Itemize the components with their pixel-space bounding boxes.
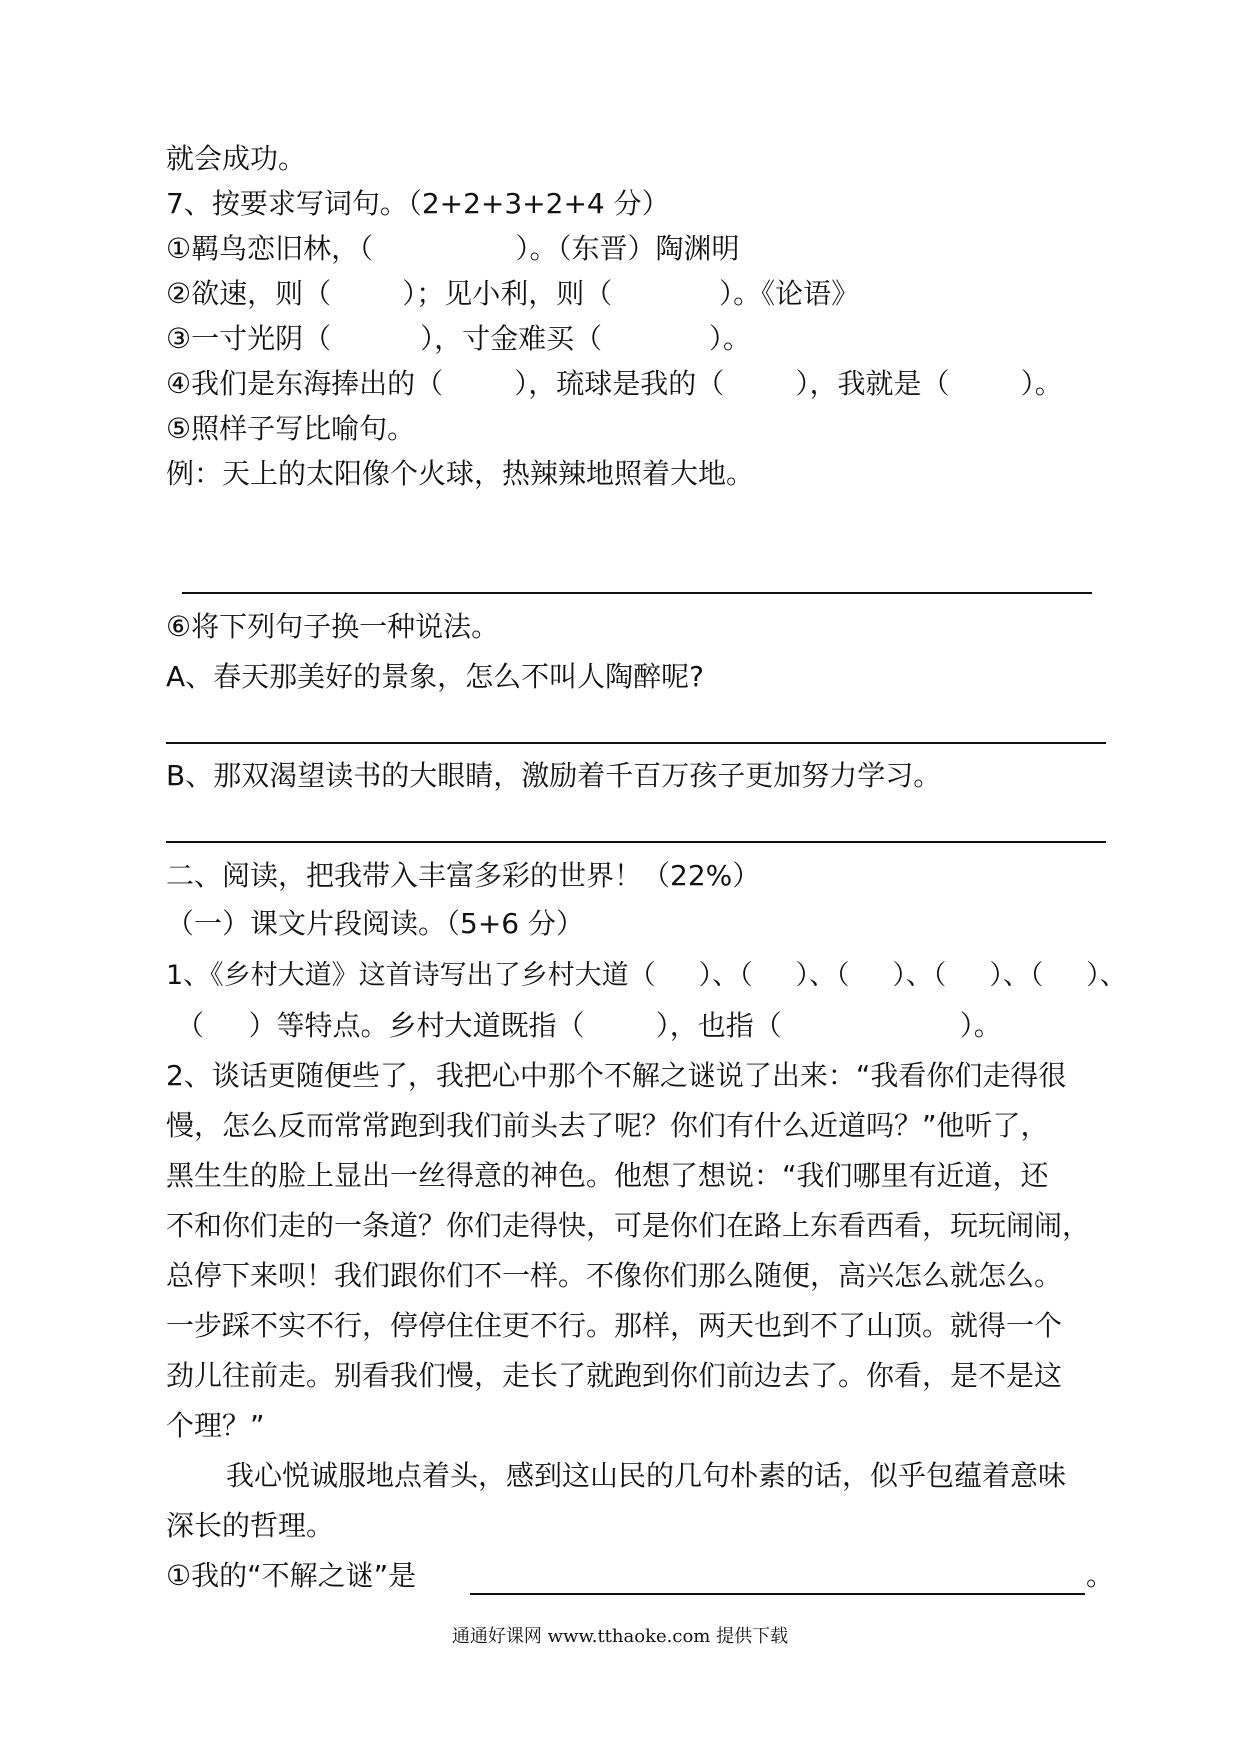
- section-2-heading: 二、阅读，把我带入丰富多彩的世界！（22%）: [166, 859, 761, 892]
- text-line: （ ）等特点。乡村大道既指（ ），也指（ ）。: [176, 1009, 1002, 1042]
- passage-line: 深长的哲理。: [166, 1509, 335, 1542]
- passage-line: 劲儿往前走。别看我们慢，走长了就跑到你们前边去了。你看，是不是这: [166, 1359, 1063, 1392]
- question-7-heading: 7、按要求写词句。（2+2+3+2+4 分）: [166, 187, 670, 220]
- period: 。: [1086, 1559, 1115, 1592]
- passage-line: 一步踩不实不行，停停住住更不行。那样，两天也到不了山顶。就得一个: [166, 1309, 1063, 1342]
- passage-line: 黑生生的脸上显出一丝得意的神色。他想了想说：“我们哪里有近道，还: [166, 1159, 1049, 1192]
- text-line: ①羁鸟恋旧林，（ ）。（东晋）陶渊明: [166, 232, 740, 265]
- footer-text: 通通好课网 www.tthaoke.com 提供下载: [451, 1626, 789, 1647]
- answer-line: [166, 742, 1106, 744]
- text-line: 1、《乡村大道》这首诗写出了乡村大道（ ）、（ ）、（ ）、（ ）、（ ）、: [166, 960, 1127, 991]
- passage-line: 总停下来呗！我们跟你们不一样。不像你们那么随便，高兴怎么就怎么。: [166, 1259, 1063, 1292]
- passage-line: 个理？”: [166, 1409, 265, 1442]
- text-line: ⑥将下列句子换一种说法。: [166, 610, 500, 643]
- answer-line: [470, 1593, 1085, 1595]
- text-line: ④我们是东海捧出的（ ），琉球是我的（ ），我就是（ ）。: [166, 367, 1063, 400]
- answer-line: [166, 841, 1106, 843]
- text-line: ⑤照样子写比喻句。: [166, 412, 416, 445]
- text-line: ②欲速，则（ ）；见小利，则（ ）。《论语》: [166, 277, 860, 310]
- subsection-heading: （一）课文片段阅读。（5+6 分）: [166, 907, 584, 940]
- example-sentence: 例：天上的太阳像个火球，热辣辣地照着大地。: [166, 457, 755, 490]
- passage-line: 2、谈话更随便些了，我把心中那个不解之谜说了出来：“我看你们走得很: [166, 1059, 1067, 1092]
- text-line: A、春天那美好的景象，怎么不叫人陶醉呢?: [166, 660, 705, 693]
- question-item: ①我的“不解之谜”是: [166, 1559, 417, 1592]
- answer-line: [182, 592, 1092, 594]
- text-line: ③一寸光阴（ ），寸金难买（ ）。: [166, 322, 751, 355]
- passage-line: 不和你们走的一条道？你们走得快，可是你们在路上东看西看，玩玩闹闹，: [166, 1209, 1091, 1242]
- text-line: B、那双渴望读书的大眼睛，激励着千百万孩子更加努力学习。: [166, 759, 942, 792]
- passage-line: 慢，怎么反而常常跑到我们前头去了呢？你们有什么近道吗？”他听了，: [166, 1109, 1049, 1142]
- text-line: 就会成功。: [166, 142, 307, 175]
- passage-line: 我心悦诚服地点着头，感到这山民的几句朴素的话，似乎包蕴着意味: [226, 1459, 1067, 1492]
